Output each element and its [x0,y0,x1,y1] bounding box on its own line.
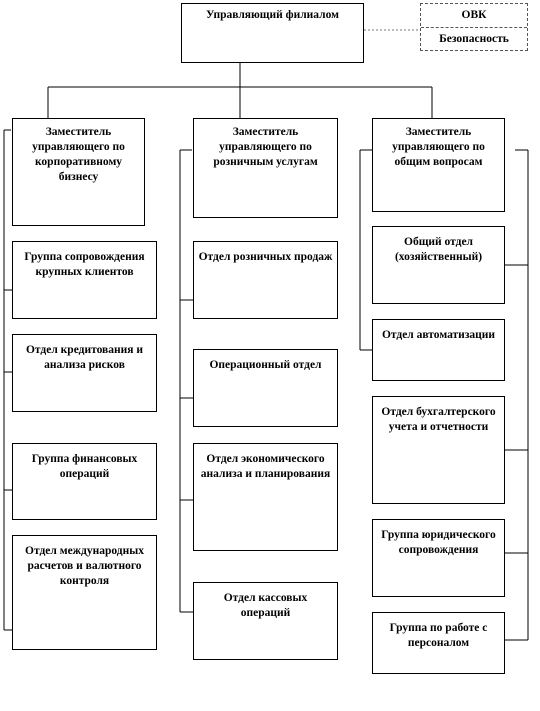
dept-general: Общий отдел (хозяйственный) [372,226,505,304]
deputy-retail [193,118,338,218]
dept-hr: Группа по работе с персоналом [372,612,505,674]
dept-cash-ops: Отдел кассовых операций [193,582,338,660]
head-title: Управляющий филиалом [206,9,339,21]
aux-box [420,3,528,51]
dept-major-clients: Группа сопровождения крупных клиентов [12,241,157,319]
dept-economic-analysis: Отдел экономического анализа и планирования [193,443,338,551]
deputy-corporate [12,118,145,226]
security-label: Безопасность [421,27,527,51]
deputy-label: Заместитель управляющего по розничным услугам [213,126,318,168]
dept-accounting: Отдел бухгалтерского учета и отчетности [372,396,505,504]
dept-credit-risk: Отдел кредитования и анализа рисков [12,334,157,412]
dept-automation: Отдел автоматизации [372,319,505,381]
dept-retail-sales: Отдел розничных продаж [193,241,338,319]
dept-operational: Операционный отдел [193,349,338,427]
deputy-label: Заместитель управляющего по корпоративному бизнесу [32,126,125,183]
deputy-label: Заместитель управляющего по общим вопросам [392,126,485,168]
deputy-general [372,118,505,212]
dept-legal: Группа юридического сопровождения [372,519,505,597]
dept-financial-ops: Группа финансовых операций [12,443,157,520]
ovk-label: ОВК [461,9,487,21]
dept-international: Отдел международных расчетов и валютного контроля [12,535,157,650]
head-box [181,3,364,63]
